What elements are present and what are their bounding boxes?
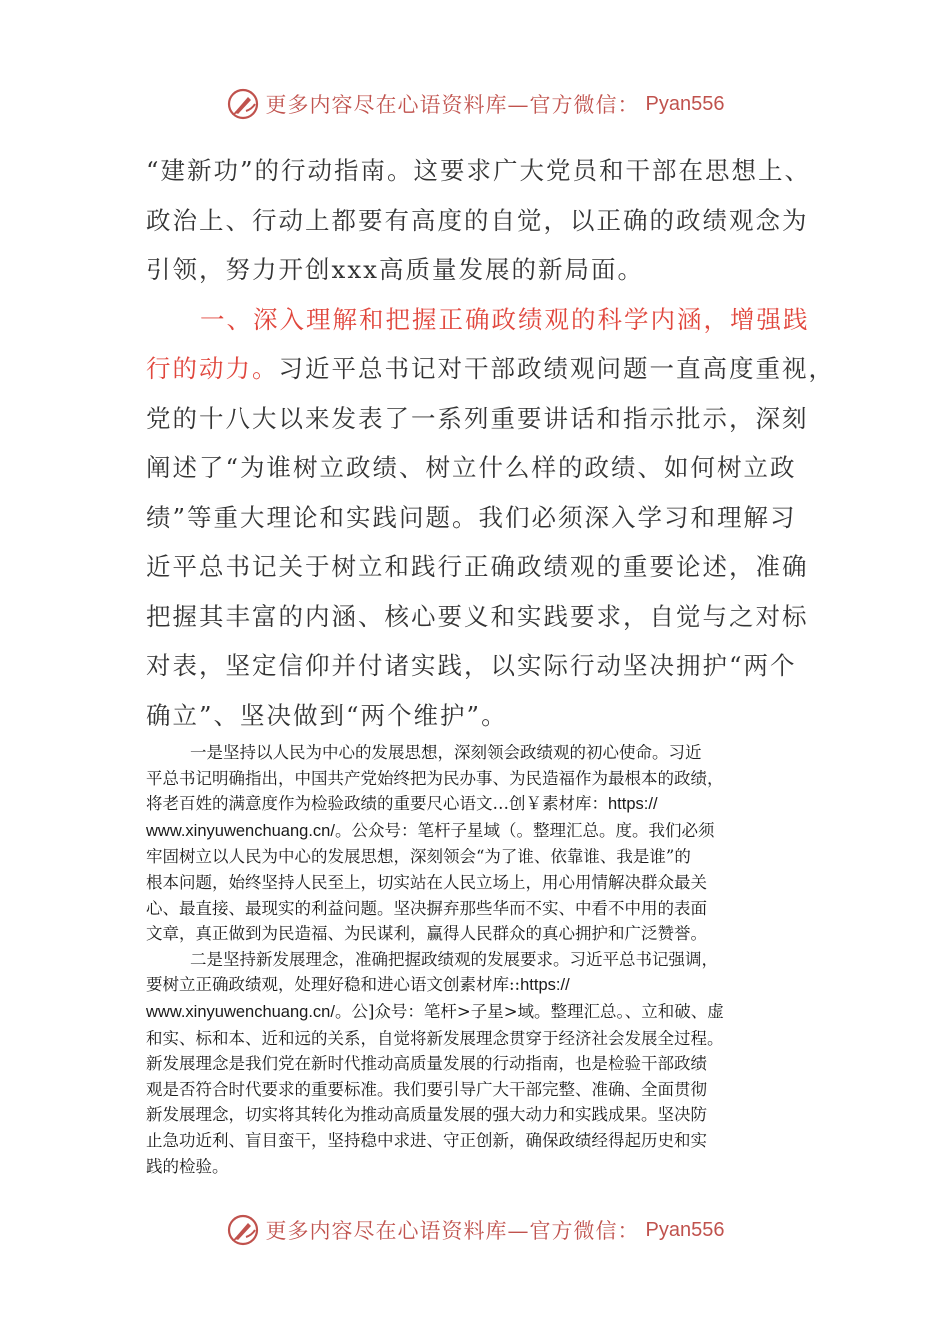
- footer-banner: [0, 1208, 950, 1252]
- paragraph-line: 新发展理念，切实将其转化为推动高质量发展的强大动力和实践成果。坚决防: [146, 1105, 707, 1125]
- body-line: 政治上、行动上都要有高度的自觉，以正确的政绩观念为: [146, 205, 809, 235]
- body-line: [146, 344, 835, 394]
- body-text: 习近平总书记对干部政绩观问题一直高度重视，: [278, 354, 835, 383]
- body-line: 近平总书记关于树立和践行正确政绩观的重要论述，准确: [146, 552, 809, 581]
- paragraph-line: [146, 791, 808, 818]
- pen-logo-icon: [226, 87, 260, 121]
- paragraph-line: [146, 972, 808, 999]
- paragraph-line: 牢固树立以人民为中心的发展思想，深刻领会“为了谁、依靠谁、我是谁”的: [146, 847, 691, 867]
- body-line: 对表，坚定信仰并付诸实践，以实际行动坚决拥护“两个: [146, 651, 797, 680]
- body-line: “建新功”的行动指南。这要求广大党员和干部在思想上、: [146, 156, 812, 185]
- paragraph-text: 。公众号：笔杆子星域（。整理汇总。度。我们必须: [334, 820, 715, 840]
- paragraph-line: 文章，真正做到为民造福、为民谋利，赢得人民群众的真心拥护和广泛赞誉。: [146, 924, 707, 944]
- url-text: https://: [520, 976, 570, 995]
- banner-wechat-id: Pyan556: [645, 1218, 725, 1241]
- banner-text: 更多内容尽在心语资料库—官方微信：: [265, 1219, 640, 1243]
- section-heading: 一、深入理解和把握正确政绩观的科学内涵，增强践: [200, 304, 810, 334]
- banner-wechat-id: Pyan556: [645, 92, 725, 115]
- body-line: 绩”等重大理论和实践问题。我们必须深入学习和理解习: [146, 502, 797, 532]
- paragraph-line: 二是坚持新发展理念，准确把握政绩观的发展要求。习近平总书记强调，: [190, 949, 718, 969]
- paragraph-line: 践的检验。: [146, 1156, 229, 1176]
- body-line: 把握其丰富的内涵、核心要义和实践要求，自觉与之对标: [146, 601, 809, 631]
- body-large: [146, 146, 835, 740]
- pen-logo-icon: [226, 1213, 260, 1247]
- paragraph-line: 观是否符合时代要求的重要标准。我们要引导广大干部完整、准确、全面贯彻: [146, 1079, 707, 1099]
- url-text: www.xinyuwenchuang.cn/: [146, 1002, 335, 1021]
- header-banner: [0, 82, 950, 126]
- body-line: 党的十八大以来发表了一系列重要讲话和指示批示，深刻: [146, 403, 809, 433]
- paragraph-line: 和实、标和本、近和远的关系，自觉将新发展理念贯穿于经济社会发展全过程。: [146, 1028, 724, 1048]
- section-heading-cont: 行的动力。: [146, 354, 279, 383]
- paragraph-line: 根本问题，始终坚持人民至上，切实站在人民立场上，用心用情解决群众最关: [146, 872, 707, 892]
- banner-text: 更多内容尽在心语资料库—官方微信：: [265, 93, 640, 117]
- body-small: [146, 740, 808, 1179]
- paragraph-line: 一是坚持以人民为中心的发展思想，深刻领会政绩观的初心使命。习近: [190, 743, 702, 762]
- paragraph-line: 止急功近利、盲目蛮干，坚持稳中求进、守正创新，确保政绩经得起历史和实: [146, 1130, 707, 1150]
- body-line: 确立”、坚决做到“两个维护”。: [146, 700, 508, 730]
- paragraph-line: 平总书记明确指出，中国共产党始终把为民办事、为民造福作为最根本的政绩，: [146, 768, 724, 788]
- paragraph-line: 新发展理念是我们党在新时代推动高质量发展的行动指南，也是检验干部政绩: [146, 1054, 707, 1074]
- banner-content: [226, 1213, 725, 1247]
- url-text: https://: [608, 795, 658, 814]
- body-line: 阐述了“为谁树立政绩、树立什么样的政绩、如何树立政: [146, 453, 797, 482]
- body-line: 引领，努力开创xxx高质量发展的新局面。: [146, 255, 644, 284]
- section-heading-line: [146, 295, 810, 345]
- banner-content: [226, 87, 725, 121]
- paragraph-text: 将老百姓的满意度作为检验政绩的重要尺心语文…创￥素材库：: [146, 794, 608, 814]
- url-text: www.xinyuwenchuang.cn/: [146, 821, 335, 840]
- paragraph-line: 心、最直接、最现实的利益问题。坚决摒弃那些华而不实、中看不中用的表面: [146, 898, 707, 918]
- paragraph-text: 要树立正确政绩观，处理好稳和进心语文创素材库::: [146, 975, 521, 995]
- paragraph-line: [146, 818, 808, 845]
- paragraph-text: 。公]众号：笔杆>子星>域。整理汇总。、立和破、虚: [334, 1001, 724, 1021]
- paragraph-line: [146, 999, 808, 1026]
